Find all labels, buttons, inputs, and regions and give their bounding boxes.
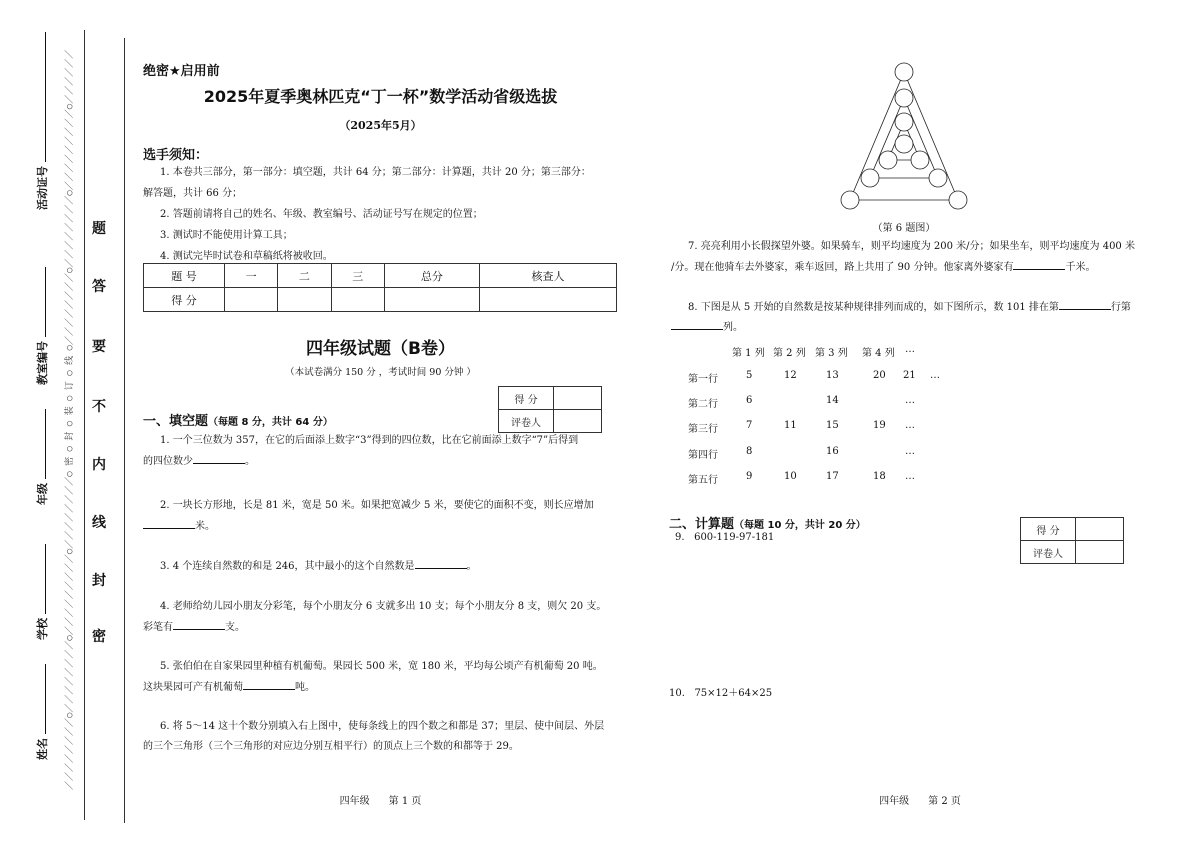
paper-subtitle: （本试卷满分 150 分 ，考试时间 90 分钟 ） (285, 367, 476, 378)
section2-title: 二、计算题 (669, 517, 735, 532)
grid-cell: 9 (746, 471, 753, 482)
grid-cell: … (905, 395, 915, 406)
section1-heading (143, 410, 333, 429)
answer-blank-q8-row[interactable] (1059, 297, 1111, 310)
grader-name-label: 评卷人 (1021, 541, 1076, 564)
q4-line2: 彩笔有 支。 (143, 617, 245, 638)
school-label: 学校 (33, 544, 50, 640)
node-circle[interactable] (879, 151, 897, 169)
grid-col-header-1: 第 1 列 (732, 348, 765, 359)
score-table (143, 263, 617, 312)
seal-char-da: 答 (92, 279, 106, 295)
q7-line2: /分。现在他骑车去外婆家，乘车返回，路上共用了 90 分钟。他家离外婆家有 千米。 (671, 257, 1095, 278)
grid-cell: 21 (903, 370, 916, 381)
q5-line2: 这块果园可产有机葡萄 吨。 (143, 677, 315, 698)
q10: 10. 75×12＋64×25 (669, 688, 773, 699)
notes-title: 选手须知： (143, 148, 209, 163)
answer-blank-q2[interactable] (143, 516, 195, 529)
seal-char-ti: 题 (92, 221, 106, 237)
node-circle[interactable] (895, 63, 913, 81)
q1-line2: 的四位数少 。 (143, 451, 255, 472)
node-circle[interactable] (929, 169, 947, 187)
grid-cell: 18 (873, 471, 886, 482)
paper-title: 四年级试题（B卷） (306, 339, 455, 359)
section1-title: 一、填空题 (143, 414, 209, 429)
answer-blank-q5[interactable] (243, 677, 295, 690)
node-circle[interactable] (895, 89, 913, 107)
answer-blank-q1[interactable] (193, 451, 245, 464)
grid-cell: 14 (826, 395, 839, 406)
q6-line1: 6. 将 5～14 这十个数分别填入右上图中，使每条线上的四个数之和都是 37；里层、使中间层、外层 (160, 721, 605, 732)
section2-note: （每题 10 分，共计 20 分） (734, 520, 866, 531)
grade-label: 年级 (33, 409, 50, 505)
secret-label: 绝密★启用前 (143, 64, 220, 79)
node-circle[interactable] (861, 169, 879, 187)
left-page-rule (124, 38, 125, 823)
figure-caption: （第 6 题图） (872, 223, 936, 234)
q8-line1: 8. 下图是从 5 开始的自然数是按某种规律排列而成的，如下图所示，数 101 排在第 行第 (688, 297, 1131, 318)
notes-list (160, 163, 620, 183)
grader-box-2 (1020, 517, 1124, 564)
q4-line1: 4. 老师给幼儿园小朋友分彩笔，每个小朋友分 6 支就多出 10 支；每个小朋友分 8 支，则欠 20 支。 (160, 601, 607, 612)
seal-char-xian: 线 (92, 515, 106, 531)
grader-score-label: 得 分 (1021, 518, 1076, 541)
seal-dash-line: ／／／／／／／／○／／／／／／／／○／／／／／／／／／○／／／／／／／／○ 密 ○ 封 ○ 装 ○ 订 ○ 线 ○／／／／／／／／○／／／／／／／／○／／／／／／／／／○／／／／／／ (65, 50, 75, 790)
q9: 9. 600-119-97-181 (675, 532, 775, 543)
score-header-no: 题 号 (144, 264, 225, 288)
score-header-1: 一 (225, 264, 278, 288)
grader-score-cell[interactable] (554, 387, 602, 410)
answer-blank-q4[interactable] (173, 617, 225, 630)
binding-rule (84, 30, 85, 820)
score-cell[interactable] (384, 288, 479, 312)
q2-line1: 2. 一块长方形地，长是 81 米，宽是 50 米。如果把宽减少 5 米，要使它的面积不变，则长应增加 (160, 500, 594, 511)
q2-line2: 米。 (143, 516, 215, 537)
grid-cell: 11 (784, 420, 797, 431)
grid-cell: 7 (746, 420, 753, 431)
grid-cell: 19 (873, 420, 886, 431)
grid-col-header-more: … (905, 344, 915, 355)
grid-row-label: 第二行 (688, 399, 718, 410)
grid-cell: 6 (746, 395, 753, 406)
score-cell[interactable] (278, 288, 331, 312)
score-cell[interactable] (225, 288, 278, 312)
grid-cell: 13 (826, 370, 839, 381)
node-circle[interactable] (841, 191, 859, 209)
grid-cell: … (905, 446, 915, 457)
exam-date: （2025年5月） (339, 119, 422, 132)
grader-score-label: 得 分 (499, 387, 554, 410)
exam-title: 2025年夏季奥林匹克“丁一杯”数学活动省级选拔 (203, 87, 558, 106)
node-circle[interactable] (949, 191, 967, 209)
grid-col-header-3: 第 3 列 (815, 348, 848, 359)
grid-cell: … (905, 471, 915, 482)
seal-char-yao: 要 (92, 339, 106, 355)
score-row-label: 得 分 (144, 288, 225, 312)
q8-line2: 列。 (671, 317, 743, 338)
score-cell[interactable] (331, 288, 384, 312)
q6-line2: 的三个三角形（三个三角形的对应边分别互相平行）的顶点上三个数的和都等于 29。 (143, 741, 519, 752)
grid-cell: … (905, 420, 915, 431)
note-1: 1. 本卷共三部分，第一部分：填空题，共计 64 分；第二部分：计算题，共计 20 分；第三部分： (160, 167, 591, 178)
triangle-figure (836, 60, 972, 216)
seal-char-bu: 不 (92, 399, 106, 415)
grader-name-cell[interactable] (1076, 541, 1124, 564)
grader-score-cell[interactable] (1076, 518, 1124, 541)
answer-blank-q3[interactable] (415, 556, 467, 569)
score-header-checker: 核查人 (479, 264, 616, 288)
q1-line1: 1. 一个三位数为 357，在它的后面添上数字“3”得到的四位数，比在它前面添上数字“7”后得到 (160, 435, 579, 446)
footer-right: 四年级 第 2 页 (879, 796, 961, 807)
score-cell[interactable] (479, 288, 616, 312)
note-3: 3. 测试时不能使用计算工具； (160, 230, 293, 241)
answer-blank-q8-col[interactable] (671, 317, 723, 330)
grid-row-label: 第三行 (688, 424, 718, 435)
q5-line1: 5. 张伯伯在自家果园里种植有机葡萄。果园长 500 米，宽 180 米，平均每公顷产有机葡萄 20 吨。 (160, 661, 603, 672)
grid-cell: 16 (826, 446, 839, 457)
node-circle[interactable] (895, 113, 913, 131)
grid-row-label: 第一行 (688, 374, 718, 385)
grid-row-label: 第四行 (688, 450, 718, 461)
activity-id-label: 活动证号 (33, 32, 50, 210)
seal-char-nei: 内 (92, 457, 106, 473)
note-4: 4. 测试完毕时试卷和草稿纸将被收回。 (160, 251, 333, 262)
grader-name-cell[interactable] (554, 410, 602, 433)
note-1-cont: 解答题，共计 66 分； (143, 188, 243, 199)
footer-left: 四年级 第 1 页 (339, 796, 422, 807)
grid-cell: 5 (746, 370, 753, 381)
grid-cell: 12 (784, 370, 797, 381)
section2-heading (669, 513, 866, 532)
q3-line1: 3. 4 个连续自然数的和是 246，其中最小的这个自然数是 。 (160, 556, 477, 577)
seal-char-mi: 密 (92, 629, 106, 645)
grid-cell: 10 (784, 471, 797, 482)
grid-cell: 17 (826, 471, 839, 482)
grid-col-header-4: 第 4 列 (862, 348, 895, 359)
node-circle[interactable] (911, 151, 929, 169)
grader-name-label: 评卷人 (499, 410, 554, 433)
grid-cell: 20 (873, 370, 886, 381)
seal-char-feng: 封 (92, 573, 106, 589)
section1-note: （每题 8 分，共计 64 分） (208, 417, 333, 428)
q7-line1: 7. 亮亮利用小长假探望外婆。如果骑车，则平均速度为 200 米/分；如果坐车，则平均速度为 400 米 (688, 241, 1135, 252)
name-label: 姓名 (33, 664, 50, 760)
answer-blank-q7[interactable] (1013, 257, 1065, 270)
score-header-3: 三 (331, 264, 384, 288)
note-2: 2. 答题前请将自己的姓名、年级、教室编号、活动证号写在规定的位置； (160, 209, 483, 220)
grid-cell: 8 (746, 446, 753, 457)
classroom-number-label: 教室编号 (33, 267, 50, 385)
node-circle[interactable] (895, 135, 913, 153)
grid-cell: … (930, 370, 940, 381)
grid-cell: 15 (826, 420, 839, 431)
grader-box-1 (498, 386, 602, 433)
score-header-total: 总分 (384, 264, 479, 288)
score-header-2: 二 (278, 264, 331, 288)
grid-col-header-2: 第 2 列 (773, 348, 806, 359)
grid-row-label: 第五行 (688, 475, 718, 486)
